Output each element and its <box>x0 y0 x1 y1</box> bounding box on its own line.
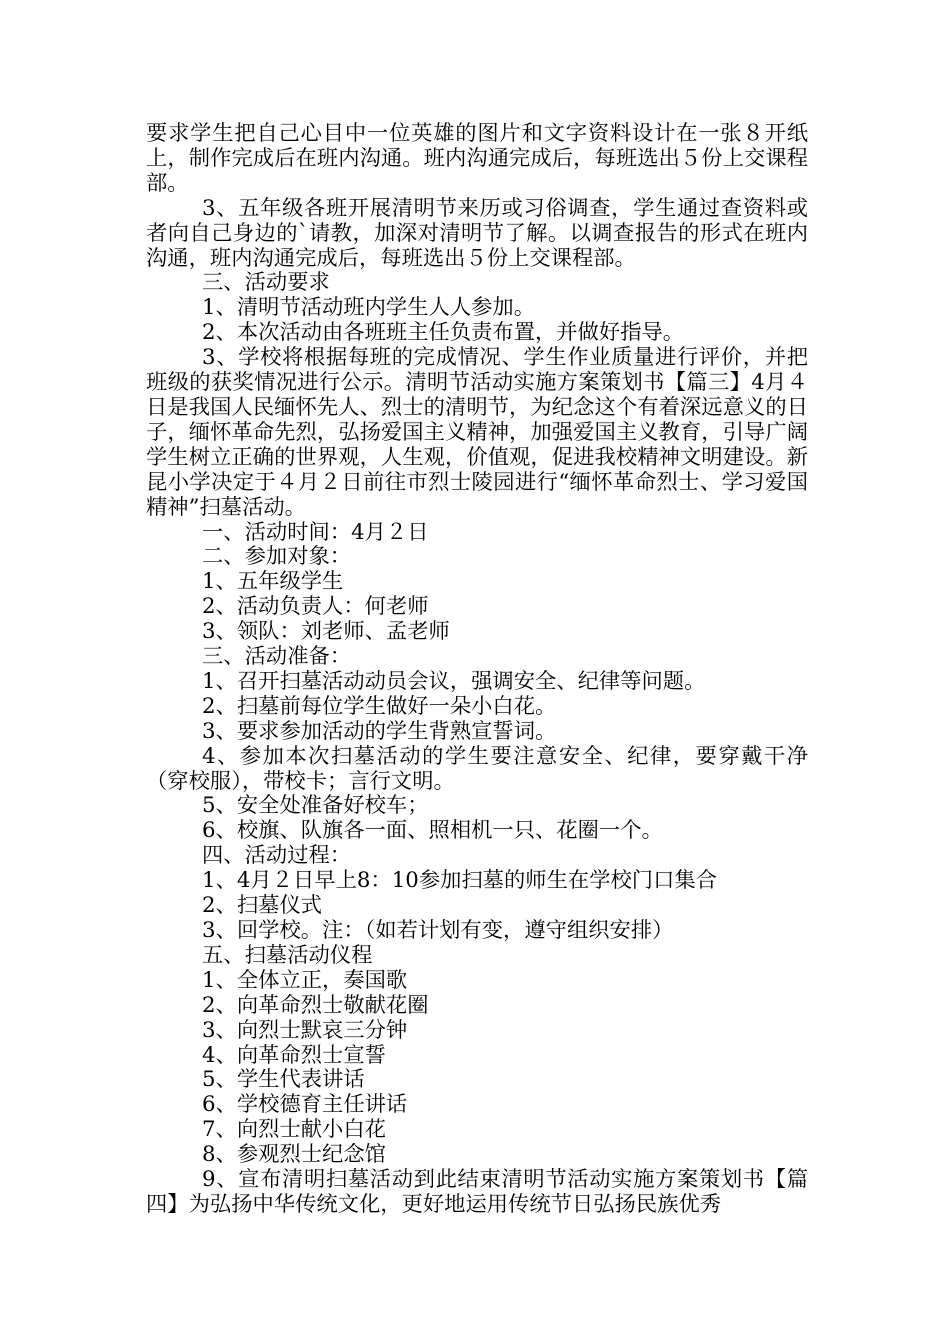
paragraph-20: 2、扫墓仪式 <box>202 893 323 919</box>
paragraph-1: 3、五年级各班开展清明节来历或习俗调查，学生通过查资料或者向自己身边的`请教，加深对清明节了解。以调查报告的形式在班内沟通，班内沟通完成后，每班选出５份上交课程部。 <box>146 195 808 271</box>
paragraph-27: 5、学生代表讲话 <box>202 1067 365 1093</box>
paragraph-19: 1、4月２日早上8：10参加扫墓的师生在学校门口集合 <box>202 868 717 894</box>
paragraph-23: 1、全体立正，奏国歌 <box>202 967 408 993</box>
paragraph-28: 6、学校德育主任讲话 <box>202 1092 408 1118</box>
paragraph-8: 1、五年级学生 <box>202 569 344 595</box>
paragraph-16: 5、安全处准备好校车； <box>202 793 429 819</box>
paragraph-14: 3、要求参加活动的学生背熟宣誓词。 <box>202 718 557 744</box>
paragraph-11: 三、活动准备： <box>202 644 352 670</box>
paragraph-12: 1、召开扫墓活动动员会议，强调安全、纪律等问题。 <box>202 668 706 694</box>
paragraph-29: 7、向烈士献小白花 <box>202 1117 386 1143</box>
paragraph-22: 五、扫墓活动仪程 <box>202 942 373 968</box>
paragraph-7: 二、参加对象： <box>202 544 352 570</box>
paragraph-25: 3、向烈士默哀三分钟 <box>202 1017 408 1043</box>
paragraph-10: 3、领队：刘老师、孟老师 <box>202 619 450 645</box>
paragraph-18: 四、活动过程： <box>202 843 352 869</box>
section-heading-requirements: 三、活动要求 <box>202 270 330 296</box>
paragraph-17: 6、校旗、队旗各一面、照相机一只、花圈一个。 <box>202 818 663 844</box>
paragraph-30: 8、参观烈士纪念馆 <box>202 1142 386 1168</box>
paragraph-6: 一、活动时间：4月２日 <box>202 519 429 545</box>
paragraph-21: 3、回学校。注：（如若计划有变，遵守组织安排） <box>202 918 674 943</box>
paragraph-24: 2、向革命烈士敬献花圈 <box>202 992 429 1018</box>
paragraph-13: 2、扫墓前每位学生做好一朵小白花。 <box>202 693 557 719</box>
paragraph-4: 2、本次活动由各班班主任负责布置，并做好指导。 <box>202 320 685 346</box>
paragraph-9: 2、活动负责人：何老师 <box>202 594 429 620</box>
paragraph-15: 4、参加本次扫墓活动的学生要注意安全、纪律，要穿戴干净（穿校服），带校卡；言行文明。 <box>146 743 808 794</box>
paragraph-3: 1、清明节活动班内学生人人参加。 <box>202 295 536 321</box>
paragraph-31: 9、宣布清明扫墓活动到此结束清明节活动实施方案策划书【篇四】为弘扬中华传统文化，更好地运用传统节日弘扬民族优秀 <box>146 1167 808 1217</box>
paragraph-5: 3、学校将根据每班的完成情况、学生作业质量进行评价，并把班级的获奖情况进行公示。清明节活动实施方案策划书【篇三】4月４日是我国人民缅怀先人、烈士的清明节，为纪念这个有着深远意义的日子，缅怀革命先烈，弘扬爱国主义精神，加强爱国主义教育，引导广阔学生树立正确的世界观，人生观，价值观，促进我校精神文明建设。新昆小学决定于４月２日前往市烈士陵园进行“缅怀革命烈士、学习爱国精神”扫墓活动。 <box>146 345 808 520</box>
document-body <box>146 122 808 1218</box>
paragraph-0: 要求学生把自己心目中一位英雄的图片和文字资料设计在一张８开纸上，制作完成后在班内沟通。班内沟通完成后，每班选出５份上交课程部。 <box>146 121 808 196</box>
paragraph-26: 4、向革命烈士宣誓 <box>202 1042 386 1068</box>
